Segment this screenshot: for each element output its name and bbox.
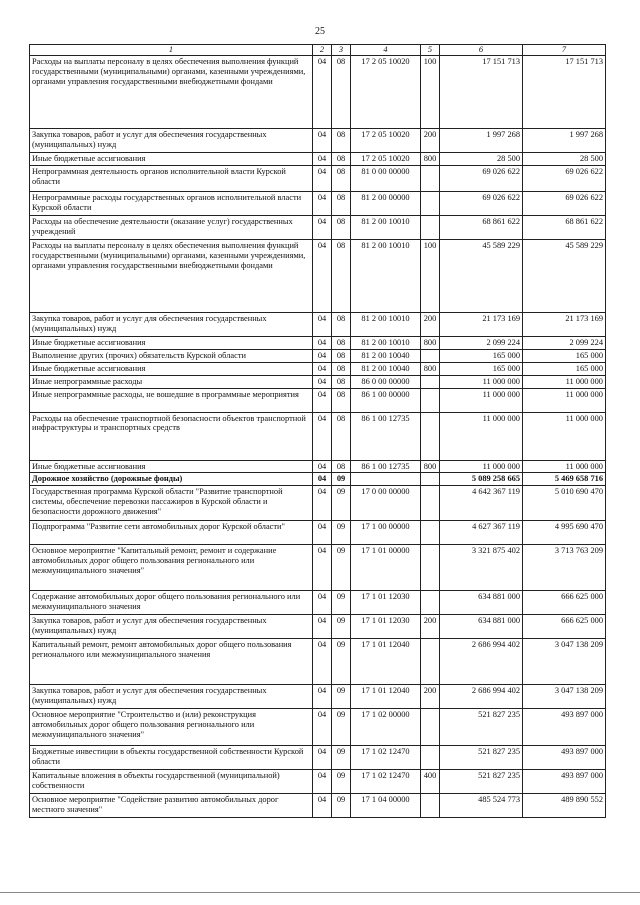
expense-type-cell: [421, 545, 440, 591]
section-code-cell: 04: [313, 545, 332, 591]
subsection-code-cell: 09: [332, 709, 351, 746]
expense-type-cell: [421, 639, 440, 685]
section-code-cell: 04: [313, 591, 332, 615]
amount-year1-cell: 11 000 000: [440, 412, 523, 460]
section-code-cell: 04: [313, 639, 332, 685]
item-name-cell: Дорожное хозяйство (дорожные фонды): [30, 473, 313, 486]
amount-year1-cell: 4 642 367 119: [440, 486, 523, 521]
amount-year2-cell: 489 890 552: [523, 794, 606, 818]
target-article-cell: 81 2 00 10010: [351, 336, 421, 349]
target-article-cell: 17 1 01 12030: [351, 615, 421, 639]
subsection-code-cell: 08: [332, 362, 351, 375]
table-row: [30, 615, 606, 639]
item-name-cell: Закупка товаров, работ и услуг для обеспечения государственных (муниципальных) нужд: [30, 685, 313, 709]
target-article-cell: 17 2 05 10020: [351, 129, 421, 153]
expense-type-cell: [421, 165, 440, 191]
subsection-code-cell: 08: [332, 375, 351, 388]
expense-type-cell: [421, 521, 440, 545]
amount-year1-cell: 5 089 258 665: [440, 473, 523, 486]
item-name-cell: Закупка товаров, работ и услуг для обеспечения государственных (муниципальных) нужд: [30, 615, 313, 639]
amount-year1-cell: 521 827 235: [440, 770, 523, 794]
table-row: [30, 639, 606, 685]
subsection-code-cell: 09: [332, 591, 351, 615]
item-name-cell: Иные бюджетные ассигнования: [30, 362, 313, 375]
table-row: [30, 165, 606, 191]
section-code-cell: 04: [313, 460, 332, 473]
amount-year2-cell: 69 026 622: [523, 165, 606, 191]
table-row: [30, 153, 606, 166]
table-row: [30, 336, 606, 349]
table-row: [30, 770, 606, 794]
expense-type-cell: [421, 349, 440, 362]
header-cell: 1: [30, 45, 313, 56]
item-name-cell: Государственная программа Курской области "Развитие транспортной системы, обеспечение перевозки пассажиров в Курской области и безопасности дорожного движения": [30, 486, 313, 521]
section-code-cell: 04: [313, 746, 332, 770]
amount-year2-cell: 3 713 763 209: [523, 545, 606, 591]
amount-year2-cell: 68 861 622: [523, 215, 606, 239]
target-article-cell: 17 1 01 12040: [351, 685, 421, 709]
amount-year1-cell: 11 000 000: [440, 460, 523, 473]
table-row: [30, 685, 606, 709]
header-cell: 7: [523, 45, 606, 56]
header-cell: 3: [332, 45, 351, 56]
amount-year2-cell: 69 026 622: [523, 191, 606, 215]
item-name-cell: Основное мероприятие "Содействие развитию автомобильных дорог местного значения": [30, 794, 313, 818]
table-row: [30, 521, 606, 545]
subsection-code-cell: 08: [332, 412, 351, 460]
target-article-cell: 81 2 00 10010: [351, 215, 421, 239]
amount-year2-cell: 3 047 138 209: [523, 685, 606, 709]
amount-year2-cell: 5 010 690 470: [523, 486, 606, 521]
amount-year1-cell: 521 827 235: [440, 709, 523, 746]
table-row: [30, 473, 606, 486]
expense-type-cell: [421, 215, 440, 239]
table-row: [30, 362, 606, 375]
amount-year1-cell: 69 026 622: [440, 165, 523, 191]
expense-type-cell: 400: [421, 770, 440, 794]
target-article-cell: 17 1 01 12040: [351, 639, 421, 685]
subsection-code-cell: 09: [332, 770, 351, 794]
expense-type-cell: 200: [421, 312, 440, 336]
item-name-cell: Непрограммные расходы государственных органов исполнительной власти Курской области: [30, 191, 313, 215]
subsection-code-cell: 08: [332, 460, 351, 473]
expense-type-cell: [421, 794, 440, 818]
amount-year2-cell: 3 047 138 209: [523, 639, 606, 685]
table-row: [30, 794, 606, 818]
item-name-cell: Основное мероприятие "Капитальный ремонт, ремонт и содержание автомобильных дорог общего пользования регионального или межмуниципального значения": [30, 545, 313, 591]
table-row: [30, 349, 606, 362]
subsection-code-cell: 08: [332, 215, 351, 239]
amount-year2-cell: 21 173 169: [523, 312, 606, 336]
expense-type-cell: 200: [421, 129, 440, 153]
amount-year2-cell: 11 000 000: [523, 412, 606, 460]
item-name-cell: Расходы на выплаты персоналу в целях обеспечения выполнения функций государственными (муниципальными) органами, казенными учреждениями, органами управления государственными внебюджетными фондами: [30, 56, 313, 129]
budget-table: [29, 44, 606, 818]
item-name-cell: Закупка товаров, работ и услуг для обеспечения государственных (муниципальных) нужд: [30, 129, 313, 153]
table-row: [30, 129, 606, 153]
subsection-code-cell: 08: [332, 349, 351, 362]
item-name-cell: Основное мероприятие "Строительство и (или) реконструкция автомобильных дорог общего пользования регионального или межмуниципального значения": [30, 709, 313, 746]
amount-year2-cell: 493 897 000: [523, 709, 606, 746]
section-code-cell: 04: [313, 129, 332, 153]
amount-year1-cell: 11 000 000: [440, 375, 523, 388]
amount-year2-cell: 11 000 000: [523, 460, 606, 473]
amount-year1-cell: 165 000: [440, 349, 523, 362]
subsection-code-cell: 09: [332, 545, 351, 591]
subsection-code-cell: 08: [332, 56, 351, 129]
expense-type-cell: [421, 486, 440, 521]
target-article-cell: 17 1 02 12470: [351, 746, 421, 770]
expense-type-cell: [421, 412, 440, 460]
subsection-code-cell: 08: [332, 165, 351, 191]
table-row: [30, 375, 606, 388]
target-article-cell: 17 1 02 00000: [351, 709, 421, 746]
page-number: 25: [315, 26, 325, 37]
item-name-cell: Капитальный ремонт, ремонт автомобильных дорог общего пользования регионального или межмуниципального значения: [30, 639, 313, 685]
amount-year1-cell: 634 881 000: [440, 591, 523, 615]
amount-year1-cell: 69 026 622: [440, 191, 523, 215]
target-article-cell: 81 0 00 00000: [351, 165, 421, 191]
table-row: [30, 709, 606, 746]
target-article-cell: 81 2 00 10010: [351, 312, 421, 336]
section-code-cell: 04: [313, 56, 332, 129]
amount-year1-cell: 21 173 169: [440, 312, 523, 336]
subsection-code-cell: 08: [332, 191, 351, 215]
item-name-cell: Непрограммная деятельность органов исполнительной власти Курской области: [30, 165, 313, 191]
amount-year1-cell: 634 881 000: [440, 615, 523, 639]
amount-year2-cell: 4 995 690 470: [523, 521, 606, 545]
table-row: [30, 388, 606, 412]
section-code-cell: 04: [313, 239, 332, 312]
section-code-cell: 04: [313, 486, 332, 521]
target-article-cell: 86 1 00 00000: [351, 388, 421, 412]
subsection-code-cell: 09: [332, 521, 351, 545]
expense-type-cell: 800: [421, 460, 440, 473]
table-row: [30, 239, 606, 312]
amount-year1-cell: 3 321 875 402: [440, 545, 523, 591]
section-code-cell: 04: [313, 388, 332, 412]
section-code-cell: 04: [313, 615, 332, 639]
target-article-cell: 86 1 00 12735: [351, 460, 421, 473]
expense-type-cell: 100: [421, 56, 440, 129]
table-row: [30, 591, 606, 615]
subsection-code-cell: 09: [332, 685, 351, 709]
amount-year2-cell: 5 469 658 716: [523, 473, 606, 486]
expense-type-cell: [421, 473, 440, 486]
expense-type-cell: [421, 191, 440, 215]
subsection-code-cell: 09: [332, 746, 351, 770]
table-row: [30, 191, 606, 215]
item-name-cell: Иные бюджетные ассигнования: [30, 153, 313, 166]
expense-type-cell: 100: [421, 239, 440, 312]
table-row: [30, 486, 606, 521]
target-article-cell: 81 2 00 10010: [351, 239, 421, 312]
section-code-cell: 04: [313, 685, 332, 709]
target-article-cell: 17 1 00 00000: [351, 521, 421, 545]
expense-type-cell: [421, 746, 440, 770]
amount-year1-cell: 165 000: [440, 362, 523, 375]
target-article-cell: 17 1 04 00000: [351, 794, 421, 818]
section-code-cell: 04: [313, 362, 332, 375]
table-row: [30, 412, 606, 460]
target-article-cell: 17 1 02 12470: [351, 770, 421, 794]
section-code-cell: 04: [313, 312, 332, 336]
subsection-code-cell: 08: [332, 336, 351, 349]
target-article-cell: 17 2 05 10020: [351, 153, 421, 166]
header-cell: 2: [313, 45, 332, 56]
target-article-cell: 17 1 01 00000: [351, 545, 421, 591]
page-bottom-line: [0, 892, 640, 893]
amount-year1-cell: 2 099 224: [440, 336, 523, 349]
amount-year2-cell: 2 099 224: [523, 336, 606, 349]
subsection-code-cell: 09: [332, 639, 351, 685]
table-row: [30, 460, 606, 473]
expense-type-cell: [421, 709, 440, 746]
section-code-cell: 04: [313, 709, 332, 746]
section-code-cell: 04: [313, 412, 332, 460]
amount-year2-cell: 165 000: [523, 362, 606, 375]
amount-year2-cell: 11 000 000: [523, 375, 606, 388]
item-name-cell: Иные бюджетные ассигнования: [30, 336, 313, 349]
expense-type-cell: [421, 375, 440, 388]
subsection-code-cell: 08: [332, 312, 351, 336]
table-row: [30, 312, 606, 336]
amount-year2-cell: 11 000 000: [523, 388, 606, 412]
amount-year2-cell: 493 897 000: [523, 770, 606, 794]
section-code-cell: 04: [313, 165, 332, 191]
amount-year1-cell: 28 500: [440, 153, 523, 166]
amount-year2-cell: 165 000: [523, 349, 606, 362]
target-article-cell: 17 0 00 00000: [351, 486, 421, 521]
section-code-cell: 04: [313, 375, 332, 388]
amount-year1-cell: 521 827 235: [440, 746, 523, 770]
expense-type-cell: 800: [421, 362, 440, 375]
subsection-code-cell: 08: [332, 388, 351, 412]
section-code-cell: 04: [313, 521, 332, 545]
amount-year2-cell: 666 625 000: [523, 591, 606, 615]
target-article-cell: 17 2 05 10020: [351, 56, 421, 129]
section-code-cell: 04: [313, 215, 332, 239]
expense-type-cell: 800: [421, 153, 440, 166]
target-article-cell: 81 2 00 10040: [351, 362, 421, 375]
subsection-code-cell: 09: [332, 615, 351, 639]
amount-year2-cell: 666 625 000: [523, 615, 606, 639]
amount-year1-cell: 4 627 367 119: [440, 521, 523, 545]
header-cell: 6: [440, 45, 523, 56]
amount-year1-cell: 1 997 268: [440, 129, 523, 153]
item-name-cell: Расходы на выплаты персоналу в целях обеспечения выполнения функций государственными (муниципальными) органами, казенными учреждениями, органами управления государственными внебюджетными фондами: [30, 239, 313, 312]
item-name-cell: Иные непрограммные расходы, не вошедшие в программные мероприятия: [30, 388, 313, 412]
item-name-cell: Расходы на обеспечение деятельности (оказание услуг) государственных учреждений: [30, 215, 313, 239]
amount-year1-cell: 2 686 994 402: [440, 685, 523, 709]
section-code-cell: 04: [313, 153, 332, 166]
item-name-cell: Бюджетные инвестиции в объекты государственной собственности Курской области: [30, 746, 313, 770]
table-header-row: [30, 45, 606, 56]
amount-year1-cell: 68 861 622: [440, 215, 523, 239]
amount-year1-cell: 2 686 994 402: [440, 639, 523, 685]
amount-year2-cell: 1 997 268: [523, 129, 606, 153]
item-name-cell: Капитальные вложения в объекты государственной (муниципальной) собственности: [30, 770, 313, 794]
amount-year2-cell: 493 897 000: [523, 746, 606, 770]
item-name-cell: Закупка товаров, работ и услуг для обеспечения государственных (муниципальных) нужд: [30, 312, 313, 336]
expense-type-cell: [421, 388, 440, 412]
amount-year2-cell: 28 500: [523, 153, 606, 166]
header-cell: 5: [421, 45, 440, 56]
table-row: [30, 746, 606, 770]
header-cell: 4: [351, 45, 421, 56]
subsection-code-cell: 09: [332, 794, 351, 818]
item-name-cell: Подпрограмма "Развитие сети автомобильных дорог Курской области": [30, 521, 313, 545]
amount-year1-cell: 17 151 713: [440, 56, 523, 129]
item-name-cell: Иные непрограммные расходы: [30, 375, 313, 388]
amount-year2-cell: 45 589 229: [523, 239, 606, 312]
target-article-cell: 17 1 01 12030: [351, 591, 421, 615]
amount-year2-cell: 17 151 713: [523, 56, 606, 129]
target-article-cell: [351, 473, 421, 486]
item-name-cell: Содержание автомобильных дорог общего пользования регионального или межмуниципального значения: [30, 591, 313, 615]
subsection-code-cell: 08: [332, 129, 351, 153]
target-article-cell: 81 2 00 00000: [351, 191, 421, 215]
subsection-code-cell: 09: [332, 486, 351, 521]
expense-type-cell: 800: [421, 336, 440, 349]
table-row: [30, 545, 606, 591]
subsection-code-cell: 08: [332, 153, 351, 166]
section-code-cell: 04: [313, 770, 332, 794]
target-article-cell: 81 2 00 10040: [351, 349, 421, 362]
expense-type-cell: [421, 591, 440, 615]
expense-type-cell: 200: [421, 685, 440, 709]
item-name-cell: Выполнение других (прочих) обязательств Курской области: [30, 349, 313, 362]
subsection-code-cell: 08: [332, 239, 351, 312]
amount-year1-cell: 11 000 000: [440, 388, 523, 412]
section-code-cell: 04: [313, 191, 332, 215]
target-article-cell: 86 0 00 00000: [351, 375, 421, 388]
table-row: [30, 56, 606, 129]
amount-year1-cell: 45 589 229: [440, 239, 523, 312]
section-code-cell: 04: [313, 349, 332, 362]
section-code-cell: 04: [313, 473, 332, 486]
expense-type-cell: 200: [421, 615, 440, 639]
table-row: [30, 215, 606, 239]
item-name-cell: Расходы на обеспечение транспортной безопасности объектов транспортной инфраструктуры и транспортных средств: [30, 412, 313, 460]
subsection-code-cell: 09: [332, 473, 351, 486]
section-code-cell: 04: [313, 336, 332, 349]
amount-year1-cell: 485 524 773: [440, 794, 523, 818]
target-article-cell: 86 1 00 12735: [351, 412, 421, 460]
section-code-cell: 04: [313, 794, 332, 818]
item-name-cell: Иные бюджетные ассигнования: [30, 460, 313, 473]
